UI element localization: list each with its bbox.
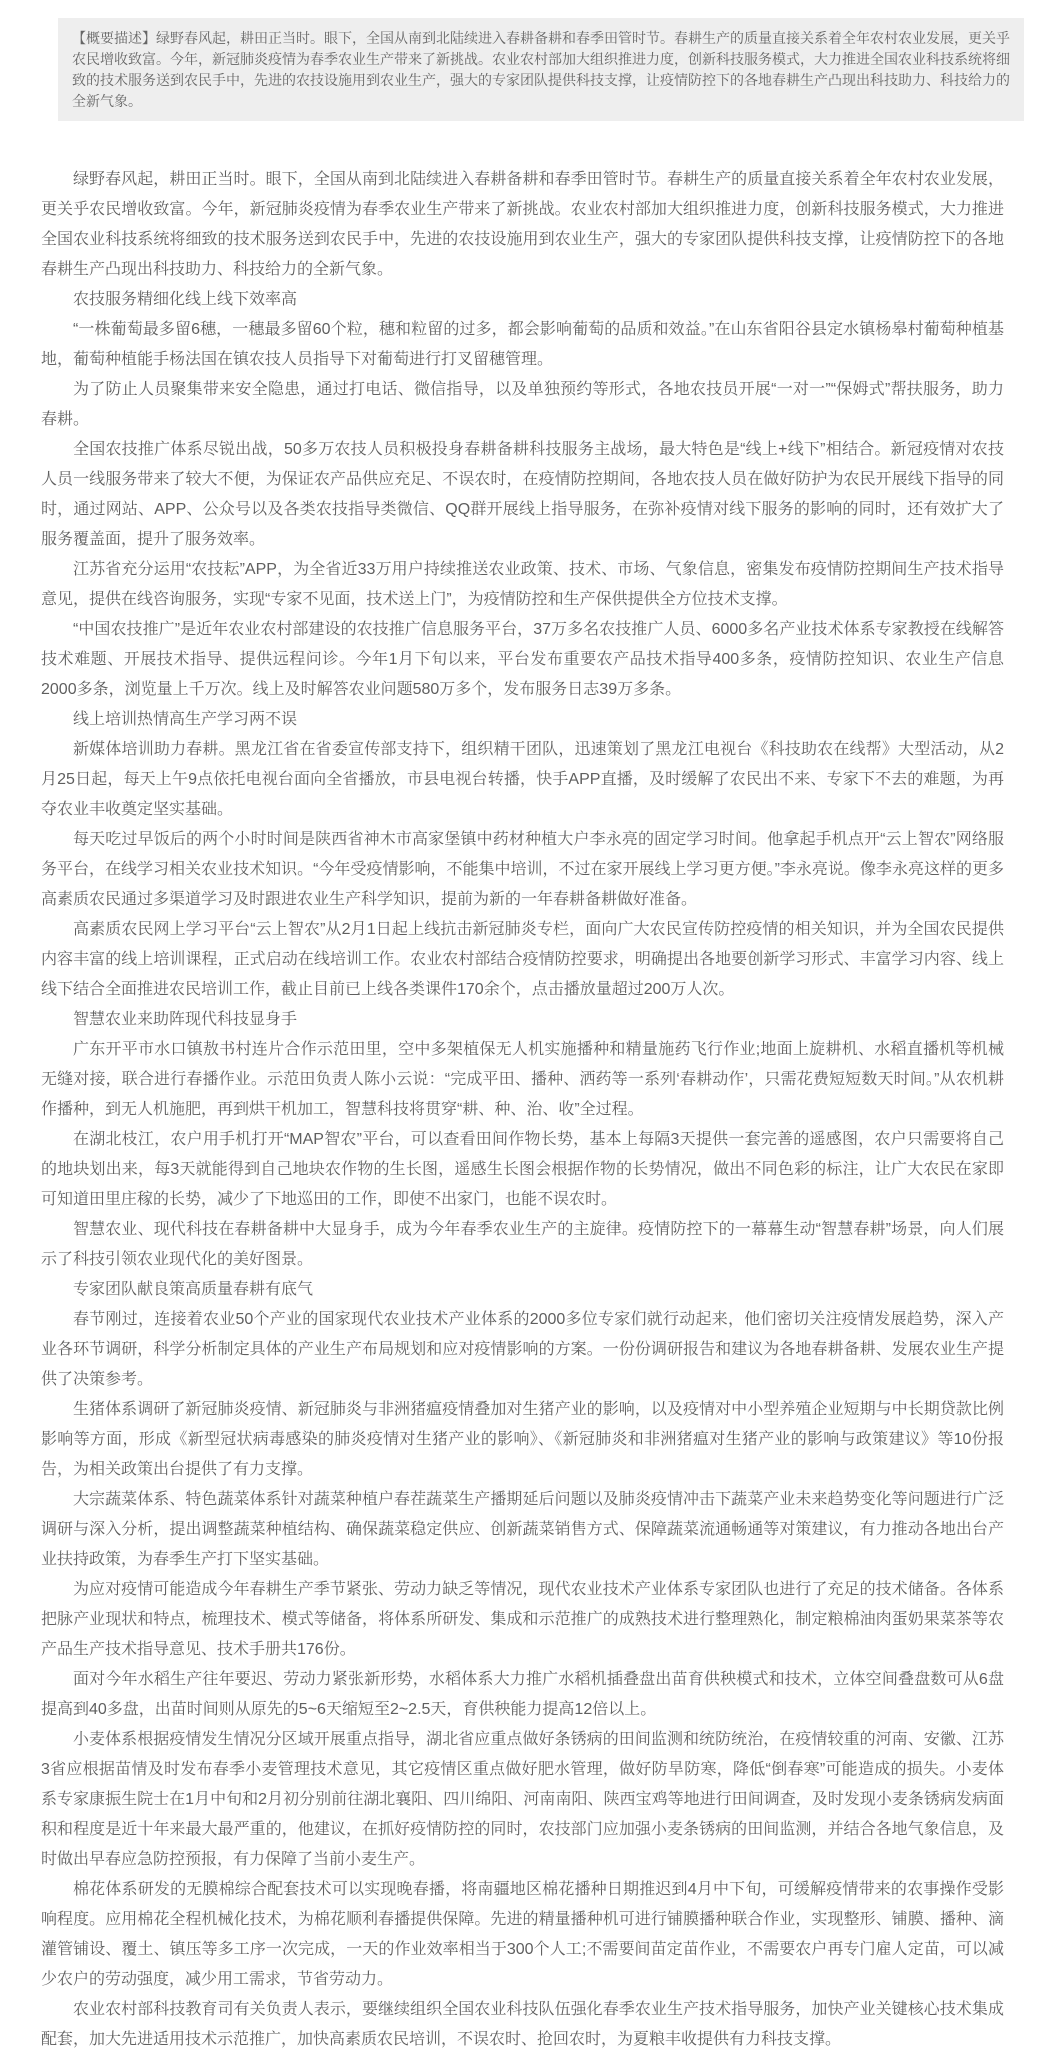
article-paragraph: 棉花体系研发的无膜棉综合配套技术可以实现晚春播，将南疆地区棉花播种日期推迟到4月中下旬，可缓解疫情带来的农事操作受影响程度。应用棉花全程机械化技术，为棉花顺利春播提供保障。先进的精量播种机可进行铺膜播种联合作业，实现整形、铺膜、播种、滴灌管铺设、覆土、镇压等多工序一次完成，一天的作业效率相当于300个人工;不需要间苗定苗作业，不需要农户再专门雇人定苗，可以减少农户的劳动强度，减少用工需求，节省劳动力。 (41, 1881, 1004, 1988)
article-page (0, 18, 1044, 2048)
article-paragraph: 高素质农民网上学习平台“云上智农”从2月1日起上线抗击新冠肺炎专栏，面向广大农民宣传防控疫情的相关知识，并为全国农民提供内容丰富的线上培训课程，正式启动在线培训工作。农业农村部结合疫情防控要求，明确提出各地要创新学习形式、丰富学习内容、线上线下结合全面推进农民培训工作，截止目前已上线各类课件170余个，点击播放量超过200万人次。 (41, 921, 1004, 998)
article-paragraph: 生猪体系调研了新冠肺炎疫情、新冠肺炎与非洲猪瘟疫情叠加对生猪产业的影响，以及疫情对中小型养殖企业短期与中长期贷款比例影响等方面，形成《新型冠状病毒感染的肺炎疫情对生猪产业的影响》、《新冠肺炎和非洲猪瘟对生猪产业的影响与政策建议》等10份报告，为相关政策出台提供了有力支撑。 (41, 1401, 1004, 1478)
article-paragraph: 每天吃过早饭后的两个小时时间是陕西省神木市高家堡镇中药材种植大户李永亮的固定学习时间。他拿起手机点开“云上智农”网络服务平台，在线学习相关农业技术知识。“今年受疫情影响，不能集中培训，不过在家开展线上学习更方便。”李永亮说。像李永亮这样的更多高素质农民通过多渠道学习及时跟进农业生产科学知识，提前为新的一年春耕备耕做好准备。 (41, 831, 1004, 908)
article-paragraph: 为了防止人员聚集带来安全隐患，通过打电话、微信指导，以及单独预约等形式，各地农技员开展“一对一”“保姆式”帮扶服务，助力春耕。 (41, 381, 1004, 428)
article-body (41, 165, 1004, 2055)
section-heading: 智慧农业来助阵现代科技显身手 (73, 1011, 298, 1028)
abstract-text: 绿野春风起，耕田正当时。眼下，全国从南到北陆续进入春耕备耕和春季田管时节。春耕生产的质量直接关系着全年农村农业发展，更关乎农民增收致富。今年，新冠肺炎疫情为春季农业生产带来了新挑战。农业农村部加大组织推进力度，创新科技服务模式，大力推进全国农业科技系统将细致的技术服务送到农民手中，先进的农技设施用到农业生产，强大的专家团队提供科技支撑，让疫情防控下的各地春耕生产凸现出科技助力、科技给力的全新气象。 (72, 30, 1010, 109)
article-paragraph: 智慧农业、现代科技在春耕备耕中大显身手，成为今年春季农业生产的主旋律。疫情防控下的一幕幕生动“智慧春耕”场景，向人们展示了科技引领农业现代化的美好图景。 (41, 1221, 1004, 1268)
article-paragraph: 新媒体培训助力春耕。黑龙江省在省委宣传部支持下，组织精干团队，迅速策划了黑龙江电视台《科技助农在线帮》大型活动，从2月25日起，每天上午9点依托电视台面向全省播放，市县电视台转播，快手APP直播，及时缓解了农民出不来、专家下不去的难题，为再夺农业丰收奠定坚实基础。 (41, 741, 1004, 818)
section-heading: 专家团队献良策高质量春耕有底气 (73, 1281, 314, 1298)
article-paragraph: 大宗蔬菜体系、特色蔬菜体系针对蔬菜种植户春茬蔬菜生产播期延后问题以及肺炎疫情冲击下蔬菜产业未来趋势变化等问题进行广泛调研与深入分析，提出调整蔬菜种植结构、确保蔬菜稳定供应、创新蔬菜销售方式、保障蔬菜流通畅通等对策建议，有力推动各地出台产业扶持政策，为春季生产打下坚实基础。 (41, 1491, 1004, 1568)
article-paragraph: 绿野春风起，耕田正当时。眼下，全国从南到北陆续进入春耕备耕和春季田管时节。春耕生产的质量直接关系着全年农村农业发展，更关乎农民增收致富。今年，新冠肺炎疫情为春季农业生产带来了新挑战。农业农村部加大组织推进力度，创新科技服务模式，大力推进全国农业科技系统将细致的技术服务送到农民手中，先进的农技设施用到农业生产，强大的专家团队提供科技支撑，让疫情防控下的各地春耕生产凸现出科技助力、科技给力的全新气象。 (41, 171, 1004, 278)
article-paragraph: 江苏省充分运用“农技耘”APP，为全省近33万用户持续推送农业政策、技术、市场、气象信息，密集发布疫情防控期间生产技术指导意见，提供在线咨询服务，实现“专家不见面，技术送上门”，为疫情防控和生产保供提供全方位技术支撑。 (41, 561, 1004, 608)
article-paragraph: 广东开平市水口镇敖书村连片合作示范田里，空中多架植保无人机实施播种和精量施药飞行作业;地面上旋耕机、水稻直播机等机械无缝对接，联合进行春播作业。示范田负责人陈小云说：“完成平田、播种、洒药等一系列‘春耕动作’，只需花费短短数天时间。”从农机耕作播种，到无人机施肥，再到烘干机加工，智慧科技将贯穿“耕、种、治、收”全过程。 (41, 1041, 1004, 1118)
article-paragraph: 在湖北枝江，农户用手机打开“MAP智农”平台，可以查看田间作物长势，基本上每隔3天提供一套完善的遥感图，农户只需要将自己的地块划出来，每3天就能得到自己地块农作物的生长图，遥感生长图会根据作物的长势情况，做出不同色彩的标注，让广大农民在家即可知道田里庄稼的长势，减少了下地巡田的工作，即使不出家门，也能不误农时。 (41, 1131, 1004, 1208)
article-paragraph: 农业农村部科技教育司有关负责人表示，要继续组织全国农业科技队伍强化春季农业生产技术指导服务，加快产业关键核心技术集成配套，加大先进适用技术示范推广，加快高素质农民培训，不误农时、抢回农时，为夏粮丰收提供有力科技支撑。 (41, 2001, 1004, 2048)
section-heading: 线上培训热情高生产学习两不误 (73, 711, 298, 728)
article-paragraph: 为应对疫情可能造成今年春耕生产季节紧张、劳动力缺乏等情况，现代农业技术产业体系专家团队也进行了充足的技术储备。各体系把脉产业现状和特点，梳理技术、模式等储备，将体系所研发、集成和示范推广的成熟技术进行整理熟化，制定粮棉油肉蛋奶果菜茶等农产品生产技术指导意见、技术手册共176份。 (41, 1581, 1004, 1658)
article-paragraph: “一株葡萄最多留6穗，一穗最多留60个粒，穗和粒留的过多，都会影响葡萄的品质和效益。”在山东省阳谷县定水镇杨皋村葡萄种植基地，葡萄种植能手杨法国在镇农技人员指导下对葡萄进行打叉留穗管理。 (41, 321, 1004, 368)
abstract-box (58, 18, 1024, 121)
article-paragraph: 春节刚过，连接着农业50个产业的国家现代农业技术产业体系的2000多位专家们就行动起来，他们密切关注疫情发展趋势，深入产业各环节调研，科学分析制定具体的产业生产布局规划和应对疫情影响的方案。一份份调研报告和建议为各地春耕备耕、发展农业生产提供了决策参考。 (41, 1311, 1004, 1388)
article-paragraph: “中国农技推广”是近年农业农村部建设的农技推广信息服务平台，37万多名农技推广人员、6000多名产业技术体系专家教授在线解答技术难题、开展技术指导、提供远程问诊。今年1月下旬以来，平台发布重要农产品技术指导400多条，疫情防控知识、农业生产信息2000多条，浏览量上千万次。线上及时解答农业问题580万多个，发布服务日志39万多条。 (41, 621, 1004, 698)
article-paragraph: 面对今年水稻生产往年要迟、劳动力紧张新形势，水稻体系大力推广水稻机插叠盘出苗育供秧模式和技术，立体空间叠盘数可从6盘提高到40多盘，出苗时间则从原先的5~6天缩短至2~2.5天，育供秧能力提高12倍以上。 (41, 1671, 1004, 1718)
abstract-label: 【概要描述】 (72, 30, 156, 46)
article-paragraph: 全国农技推广体系尽锐出战，50多万农技人员积极投身春耕备耕科技服务主战场，最大特色是“线上+线下”相结合。新冠疫情对农技人员一线服务带来了较大不便，为保证农产品供应充足、不误农时，在疫情防控期间，各地农技人员在做好防护为农民开展线下指导的同时，通过网站、APP、公众号以及各类农技指导类微信、QQ群开展线上指导服务，在弥补疫情对线下服务的影响的同时，还有效扩大了服务覆盖面，提升了服务效率。 (41, 441, 1004, 548)
section-heading: 农技服务精细化线上线下效率高 (73, 291, 298, 308)
article-paragraph: 小麦体系根据疫情发生情况分区域开展重点指导，湖北省应重点做好条锈病的田间监测和统防统治，在疫情较重的河南、安徽、江苏3省应根据苗情及时发布春季小麦管理技术意见，其它疫情区重点做好肥水管理，做好防旱防寒，降低“倒春寒”可能造成的损失。小麦体系专家康振生院士在1月中旬和2月初分别前往湖北襄阳、四川绵阳、河南南阳、陕西宝鸡等地进行田间调查，及时发现小麦条锈病发病面积和程度是近十年来最大最严重的，他建议，在抓好疫情防控的同时，农技部门应加强小麦条锈病的田间监测，并结合各地气象信息，及时做出早春应急防控预报，有力保障了当前小麦生产。 (41, 1731, 1004, 1868)
